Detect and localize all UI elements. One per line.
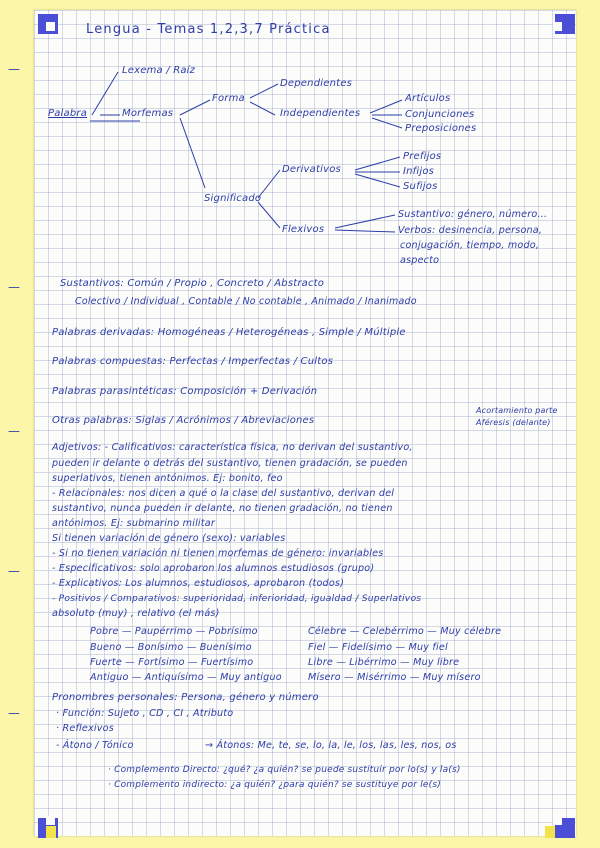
tree-preposiciones: Preposiciones [405,123,477,134]
adjetivos-line: Si tienen variación de género (sexo): variables [52,533,286,544]
adjetivos-line: Adjetivos: - Calificativos: característica física, no derivan del sustantivo, [52,442,413,453]
superlative-row: Bueno — Bonísimo — Buenísimo [90,642,252,653]
tree-morfemas: Morfemas [122,108,174,119]
tree-prefijos: Prefijos [403,151,442,162]
adjetivos-line: - Positivos / Comparativos: superioridad, inferioridad, igualdad / Superlativos [52,593,422,604]
corner-mark-icon [555,14,575,34]
adjetivos-line: - Especificativos: solo aprobaron los alumnos estudiosos (grupo) [52,563,375,574]
tree-flexivos: Flexivos [282,224,325,235]
superlative-row: Libre — Libérrimo — Muy libre [308,657,460,668]
tree-root: Palabra [48,108,88,119]
tree-forma: Forma [212,93,245,104]
margin-dash: — [8,424,20,438]
adjetivos-line: - Explicativos: Los alumnos, estudiosos, aprobaron (todos) [52,578,345,589]
sustantivos-line-2: Colectivo / Individual , Contable / No contable , Animado / Inanimado [75,296,417,307]
binder-tab [545,826,555,838]
tree-lexema: Lexema / Raíz [122,65,196,76]
otras-note-2: Aféresis (delante) [476,418,551,427]
margin-dash: — [8,62,20,76]
tree-flexivos-verbos-2: conjugación, tiempo, modo, [400,240,540,251]
superlative-row: Antiguo — Antiquísimo — Muy antiguo [90,672,282,683]
otras-note-1: Acortamiento parte [476,406,558,415]
page-title: Lengua - Temas 1,2,3,7 Práctica [86,22,331,37]
sustantivos-line-1: Sustantivos: Común / Propio , Concreto / Abstracto [60,278,325,289]
pronombres-line: - Átono / Tónico [56,740,134,751]
tree-dependientes: Dependientes [280,78,352,89]
tree-flexivos-verbos: Verbos: desinencia, persona, [398,225,543,236]
margin-dash: — [8,280,20,294]
adjetivos-line: pueden ir delante o detrás del sustantivo, tienen gradación, se pueden [52,458,408,469]
pronombres-line: → Átonos: Me, te, se, lo, la, le, los, las, les, nos, os [205,740,457,751]
palabras-parasinteticas: Palabras parasintéticas: Composición + Derivación [52,386,318,397]
pronombres-line: · Función: Sujeto , CD , CI , Atributo [56,708,234,719]
superlative-row: Fiel — Fidelísimo — Muy fiel [308,642,448,653]
tree-flexivos-sustantivo: Sustantivo: género, número... [398,209,548,220]
tree-articulos: Artículos [405,93,451,104]
tree-sufijos: Sufijos [403,181,438,192]
binder-tab [46,826,56,838]
margin-dash: — [8,564,20,578]
pronombres-heading: Pronombres personales: Persona, género y número [52,692,319,703]
palabras-compuestas: Palabras compuestas: Perfectas / Imperfectas / Cultos [52,356,334,367]
adjetivos-line: superlativos, tienen antónimos. Ej: bonito, feo [52,473,283,484]
tree-infijos: Infijos [403,166,435,177]
corner-mark-icon [555,818,575,838]
tree-independientes: Independientes [280,108,361,119]
tree-flexivos-verbos-3: aspecto [400,255,440,266]
corner-mark-icon [38,14,58,34]
pronombres-line: · Reflexivos [56,723,114,734]
margin-dash: — [8,706,20,720]
tree-derivativos: Derivativos [282,164,341,175]
superlative-row: Fuerte — Fortísimo — Fuertísimo [90,657,254,668]
pronombres-line: · Complemento Directo: ¿qué? ¿a quién? se puede sustituir por lo(s) y la(s) [108,765,461,775]
tree-conjunciones: Conjunciones [405,109,475,120]
adjetivos-line: - Si no tienen variación ni tienen morfemas de género: invariables [52,548,384,559]
superlative-row: Pobre — Paupérrimo — Pobrísimo [90,626,258,637]
superlative-row: Célebre — Celebérrimo — Muy célebre [308,626,502,637]
adjetivos-line: antónimos. Ej: submarino militar [52,518,215,529]
adjetivos-line: sustantivo, nunca pueden ir delante, no tienen gradación, no tienen [52,503,393,514]
tree-significado: Significado [204,193,262,204]
otras-palabras: Otras palabras: Siglas / Acrónimos / Abreviaciones [52,415,315,426]
adjetivos-line: absoluto (muy) , relativo (el más) [52,608,220,619]
pronombres-line: · Complemento indirecto: ¿a quién? ¿para quién? se sustituye por le(s) [108,780,441,790]
palabras-derivadas: Palabras derivadas: Homogéneas / Heterogéneas , Simple / Múltiple [52,327,406,338]
superlative-row: Mísero — Misérrimo — Muy mísero [308,672,481,683]
adjetivos-line: - Relacionales: nos dicen a qué o la clase del sustantivo, derivan del [52,488,395,499]
